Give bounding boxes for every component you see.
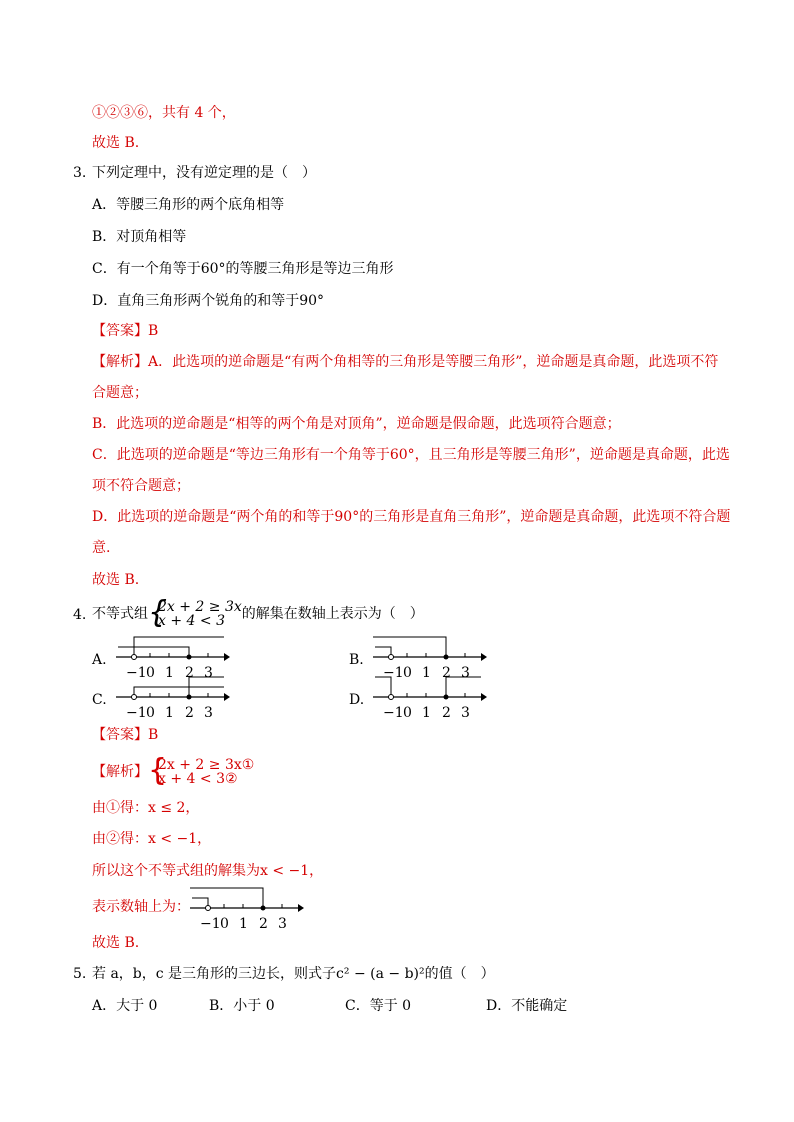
q3-analysis-line-5: 项不符合题意； — [92, 478, 190, 494]
prev-conclusion: 故选 B. — [92, 135, 140, 151]
q5-stem: 若 a，b，c 是三角形的三边长，则式子c² − (a − b)²的值（ ） — [92, 966, 495, 982]
q4-conclusion: 故选 B. — [92, 935, 140, 951]
q4-step-1: 由①得：x ≤ 2， — [92, 800, 200, 816]
q3-analysis-line-3: B．此选项的逆命题是“相等的两个角是对顶角”，逆命题是假命题，此选项符合题意； — [92, 416, 621, 432]
q3-option-c: C．有一个角等于60°的等腰三角形是等边三角形 — [92, 261, 394, 277]
q4-system-line-2: x + 4 < 3 — [158, 613, 225, 629]
prev-line: ①②③⑥，共有 4 个， — [92, 105, 236, 121]
tick-label: −1 — [383, 705, 404, 721]
number-line-c — [112, 673, 232, 723]
tick-label: 0 — [403, 665, 412, 681]
tick-label: −1 — [126, 665, 147, 681]
q3-option-d: D．直角三角形两个锐角的和等于90° — [92, 293, 325, 309]
q4-number: 4. — [73, 607, 87, 623]
tick-label: 2 — [185, 665, 194, 681]
tick-label: 1 — [239, 916, 248, 932]
q3-number: 3. — [73, 165, 87, 181]
tick-label: 0 — [220, 916, 229, 932]
circled-mark: ① — [241, 757, 255, 773]
tick-label: 2 — [442, 705, 451, 721]
q3-option-a: A．等腰三角形的两个底角相等 — [92, 197, 285, 213]
q5-option-b: B．小于 0 — [209, 998, 275, 1014]
tick-label: −1 — [200, 916, 221, 932]
q4-analysis-label: 【解析】 — [92, 764, 148, 780]
q4-stem — [92, 595, 424, 630]
tick-label: 2 — [185, 705, 194, 721]
q4-analysis-sys-line-1: 2x + 2 ≥ 3x — [158, 757, 242, 773]
q3-stem: 下列定理中，没有逆定理的是（ ） — [92, 165, 316, 181]
q4-option-b-label: B. — [349, 652, 364, 668]
brace-icon: { — [148, 753, 168, 788]
q4-stem-post: 的解集在数轴上表示为（ ） — [241, 606, 424, 622]
q4-step-2: 由②得：x < −1， — [92, 831, 212, 847]
tick-label: 1 — [165, 665, 174, 681]
q3-analysis-line-7: 意. — [92, 540, 111, 556]
q3-answer: 【答案】B — [92, 323, 159, 339]
q4-option-a-label: A. — [92, 652, 107, 668]
q5-option-d: D．不能确定 — [486, 998, 568, 1014]
tick-label: 3 — [204, 705, 213, 721]
q5-number: 5. — [73, 966, 87, 982]
q4-option-c-label: C. — [92, 692, 107, 708]
q3-analysis-line-1: 【解析】A．此选项的逆命题是“有两个角相等的三角形是等腰三角形”，逆命题是真命题，此选项不符 — [92, 354, 719, 370]
number-line-d — [369, 673, 489, 723]
q4-step-3: 所以这个不等式组的解集为x < −1， — [92, 863, 324, 879]
q3-analysis-line-6: D．此选项的逆命题是“两个角的和等于90°的三角形是直角三角形”，逆命题是真命题，此选项不符合题 — [92, 509, 731, 525]
tick-label: 1 — [422, 705, 431, 721]
tick-label: 0 — [403, 705, 412, 721]
q3-option-b: B．对顶角相等 — [92, 229, 187, 245]
q3-analysis-line-2: 合题意； — [92, 385, 148, 401]
tick-label: −1 — [126, 705, 147, 721]
tick-label: 1 — [165, 705, 174, 721]
q4-system-line-1: 2x + 2 ≥ 3x — [158, 599, 242, 615]
q5-option-a: A．大于 0 — [92, 998, 158, 1014]
q4-stem-pre: 不等式组 — [92, 606, 148, 622]
tick-label: 2 — [259, 916, 268, 932]
q5-option-c: C．等于 0 — [345, 998, 412, 1014]
tick-label: 0 — [146, 665, 155, 681]
tick-label: −1 — [383, 665, 404, 681]
tick-label: 3 — [204, 665, 213, 681]
tick-label: 3 — [461, 665, 470, 681]
q3-conclusion: 故选 B. — [92, 572, 140, 588]
circled-mark: ② — [224, 771, 238, 787]
tick-label: 2 — [442, 665, 451, 681]
tick-label: 1 — [422, 665, 431, 681]
tick-label: 3 — [461, 705, 470, 721]
q4-analysis-sys-line-2: x + 4 < 3 — [158, 771, 225, 787]
q4-analysis-sys — [148, 753, 255, 788]
q4-answer: 【答案】B — [92, 727, 159, 743]
q3-analysis-line-4: C．此选项的逆命题是“等边三角形有一个角等于60°，且三角形是等腰三角形”，逆命题是真命题，此选 — [92, 447, 730, 463]
q4-system — [148, 595, 242, 630]
tick-label: 3 — [278, 916, 287, 932]
q4-option-d-label: D. — [349, 692, 365, 708]
analysis-number-line — [186, 884, 306, 934]
q4-step-4: 表示数轴上为： — [92, 899, 190, 915]
brace-icon: { — [148, 595, 168, 630]
q4-analysis-system — [92, 753, 255, 788]
tick-label: 0 — [146, 705, 155, 721]
